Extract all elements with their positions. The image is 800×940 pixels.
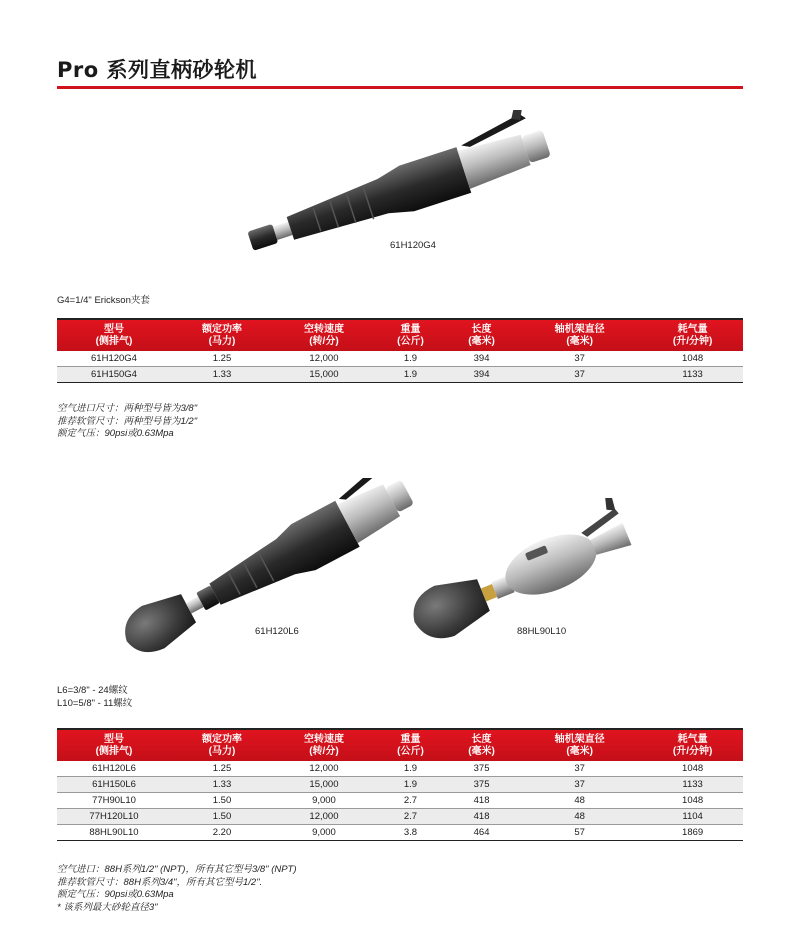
thread-notes	[57, 684, 132, 710]
cell-length: 375	[446, 777, 517, 793]
cell-diameter: 37	[517, 367, 642, 383]
title-divider	[57, 86, 743, 89]
cell-weight: 3.8	[375, 825, 446, 841]
cell-model: 77H120L10	[57, 809, 171, 825]
cell-diameter: 37	[517, 761, 642, 777]
cell-diameter: 48	[517, 809, 642, 825]
header-air-consumption: 耗气量 (升/分钟)	[642, 729, 743, 761]
header-housing-diameter: 轴机架直径 (毫米)	[517, 729, 642, 761]
cell-weight: 2.7	[375, 793, 446, 809]
cell-speed: 12,000	[273, 761, 375, 777]
notes-l6-l10	[57, 864, 297, 914]
cell-model: 88HL90L10	[57, 825, 171, 841]
header-model: 型号 (侧排气)	[57, 729, 171, 761]
cell-model: 77H90L10	[57, 793, 171, 809]
note-line: * 该系列最大砂轮直径3"	[57, 901, 158, 913]
page-title: Pro 系列直柄砂轮机	[57, 58, 257, 82]
header-speed: 空转速度 (转/分)	[273, 319, 375, 351]
header-length: 长度 (毫米)	[446, 319, 517, 351]
cell-air: 1133	[642, 777, 743, 793]
spec-table-l6-l10	[57, 728, 743, 841]
header-model: 型号 (侧排气)	[57, 319, 171, 351]
cell-power: 1.33	[171, 777, 273, 793]
header-power: 额定功率 (马力)	[171, 319, 273, 351]
cell-model: 61H120G4	[57, 351, 171, 367]
cell-diameter: 37	[517, 351, 642, 367]
cell-air: 1133	[642, 367, 743, 383]
cell-power: 1.50	[171, 809, 273, 825]
thread-note-line: L10=5/8" - 11螺纹	[57, 698, 133, 709]
spec-table-g4	[57, 318, 743, 383]
note-line: 推荐软管尺寸：两种型号皆为1/2"	[57, 415, 198, 427]
header-length: 长度 (毫米)	[446, 729, 517, 761]
cell-weight: 1.9	[375, 351, 446, 367]
table-row	[57, 367, 743, 383]
cell-model: 61H120L6	[57, 761, 171, 777]
cell-model: 61H150L6	[57, 777, 171, 793]
cell-speed: 12,000	[273, 809, 375, 825]
cell-diameter: 48	[517, 793, 642, 809]
cell-air: 1104	[642, 809, 743, 825]
cell-power: 1.25	[171, 761, 273, 777]
table-row	[57, 761, 743, 777]
cell-air: 1048	[642, 793, 743, 809]
cell-length: 394	[446, 367, 517, 383]
header-weight: 重量 (公斤)	[375, 729, 446, 761]
table-row	[57, 809, 743, 825]
cell-length: 375	[446, 761, 517, 777]
cell-speed: 9,000	[273, 825, 375, 841]
cell-speed: 15,000	[273, 777, 375, 793]
table-row	[57, 777, 743, 793]
header-speed: 空转速度 (转/分)	[273, 729, 375, 761]
cell-power: 2.20	[171, 825, 273, 841]
header-air-consumption: 耗气量 (升/分钟)	[642, 319, 743, 351]
cell-weight: 1.9	[375, 777, 446, 793]
cell-length: 464	[446, 825, 517, 841]
thread-note-line: L6=3/8" - 24螺纹	[57, 685, 128, 696]
table-row	[57, 793, 743, 809]
figure-label-61h120l6: 61H120L6	[255, 626, 299, 637]
note-line: 额定气压：90psi或0.63Mpa	[57, 428, 174, 439]
cell-diameter: 37	[517, 777, 642, 793]
cell-weight: 1.9	[375, 367, 446, 383]
cell-power: 1.25	[171, 351, 273, 367]
cell-length: 418	[446, 809, 517, 825]
cell-power: 1.50	[171, 793, 273, 809]
note-line: 推荐软管尺寸：88H系列3/4"，所有其它型号1/2".	[57, 876, 263, 888]
cell-length: 394	[446, 351, 517, 367]
cell-length: 418	[446, 793, 517, 809]
note-line: 空气进口尺寸：两种型号皆为3/8"	[57, 403, 198, 414]
cell-speed: 9,000	[273, 793, 375, 809]
header-weight: 重量 (公斤)	[375, 319, 446, 351]
cell-speed: 15,000	[273, 367, 375, 383]
header-power: 额定功率 (马力)	[171, 729, 273, 761]
cell-weight: 2.7	[375, 809, 446, 825]
figure-label-88hl90l10: 88HL90L10	[517, 626, 567, 637]
cell-model: 61H150G4	[57, 367, 171, 383]
figure-label-61h120g4: 61H120G4	[390, 240, 436, 251]
cell-power: 1.33	[171, 367, 273, 383]
cell-weight: 1.9	[375, 761, 446, 777]
notes-g4	[57, 403, 197, 441]
cell-air: 1048	[642, 761, 743, 777]
header-housing-diameter: 轴机架直径 (毫米)	[517, 319, 642, 351]
table-row	[57, 351, 743, 367]
cell-diameter: 57	[517, 825, 642, 841]
table-row	[57, 825, 743, 841]
note-line: 额定气压：90psi或0.63Mpa	[57, 889, 174, 900]
note-line: 空气进口：88H系列1/2" (NPT)，所有其它型号3/8" (NPT)	[57, 864, 297, 875]
cell-speed: 12,000	[273, 351, 375, 367]
cell-air: 1048	[642, 351, 743, 367]
collet-note: G4=1/4" Erickson夹套	[57, 295, 150, 306]
cell-air: 1869	[642, 825, 743, 841]
